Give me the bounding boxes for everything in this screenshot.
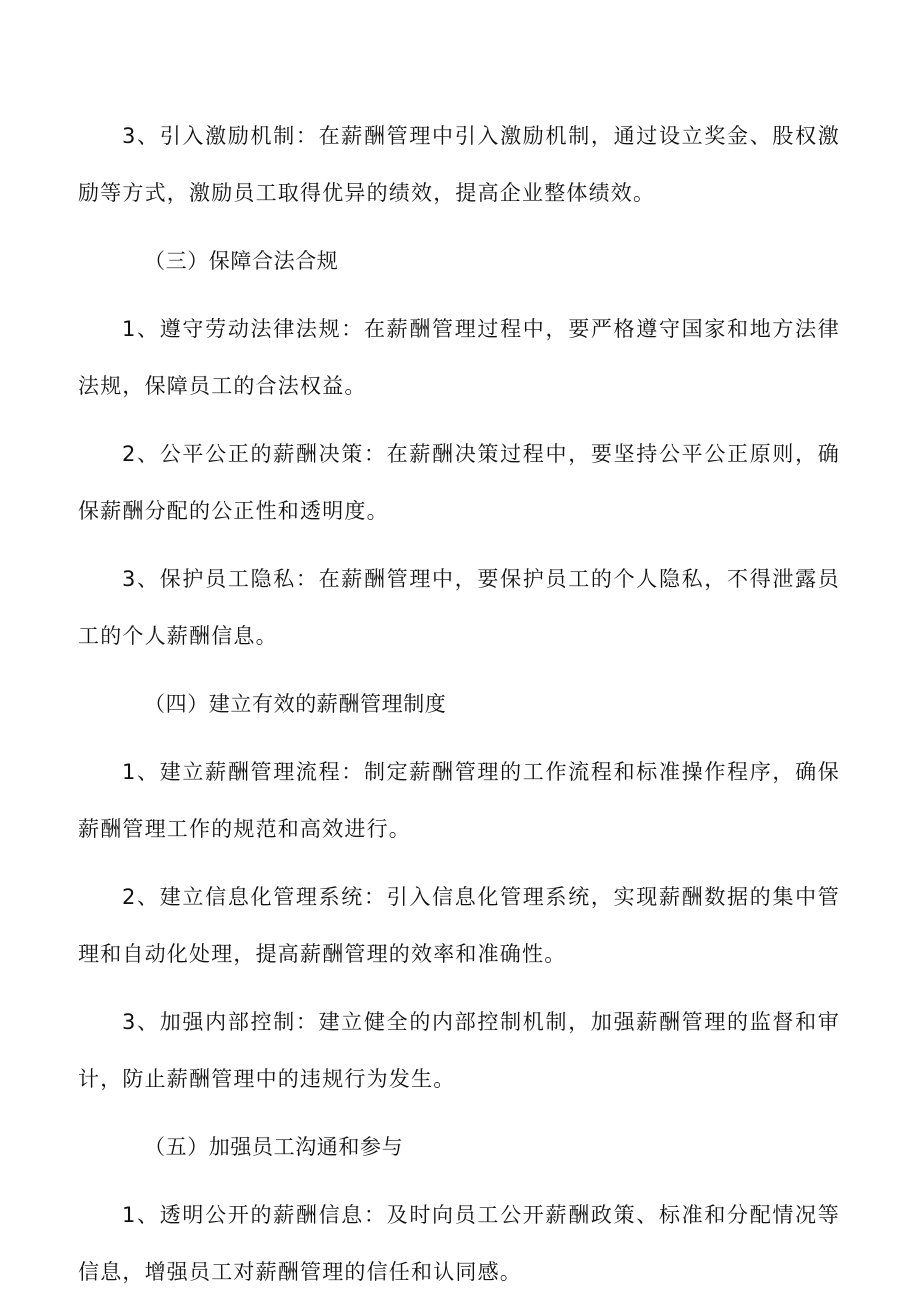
paragraph-incentive-mechanism: 3、引入激励机制：在薪酬管理中引入激励机制，通过设立奖金、股权激励等方式，激励员工取得优异的绩效，提高企业整体绩效。 — [78, 124, 840, 205]
paragraph-transparent-info: 1、透明公开的薪酬信息：及时向员工公开薪酬政策、标准和分配情况等信息，增强员工对薪酬管理的信任和认同感。 — [78, 1203, 840, 1284]
paragraph-fair-decisions: 2、公平公正的薪酬决策：在薪酬决策过程中，要坚持公平公正原则，确保薪酬分配的公正性和透明度。 — [78, 442, 840, 523]
paragraph-management-process: 1、建立薪酬管理流程：制定薪酬管理的工作流程和标准操作程序，确保薪酬管理工作的规范和高效进行。 — [78, 760, 840, 841]
section-heading-compliance: （三）保障合法合规 — [144, 249, 339, 273]
paragraph-internal-control: 3、加强内部控制：建立健全的内部控制机制，加强薪酬管理的监督和审计，防止薪酬管理中的违规行为发生。 — [78, 1010, 840, 1091]
paragraph-information-system: 2、建立信息化管理系统：引入信息化管理系统，实现薪酬数据的集中管理和自动化处理，提高薪酬管理的效率和准确性。 — [78, 885, 840, 966]
paragraph-labor-law: 1、遵守劳动法律法规：在薪酬管理过程中，要严格遵守国家和地方法律法规，保障员工的合法权益。 — [78, 317, 840, 398]
document-body — [78, 108, 840, 1301]
section-heading-management-system: （四）建立有效的薪酬管理制度 — [144, 692, 447, 716]
section-heading-communication: （五）加强员工沟通和参与 — [144, 1135, 404, 1159]
paragraph-privacy: 3、保护员工隐私：在薪酬管理中，要保护员工的个人隐私，不得泄露员工的个人薪酬信息。 — [78, 567, 840, 648]
